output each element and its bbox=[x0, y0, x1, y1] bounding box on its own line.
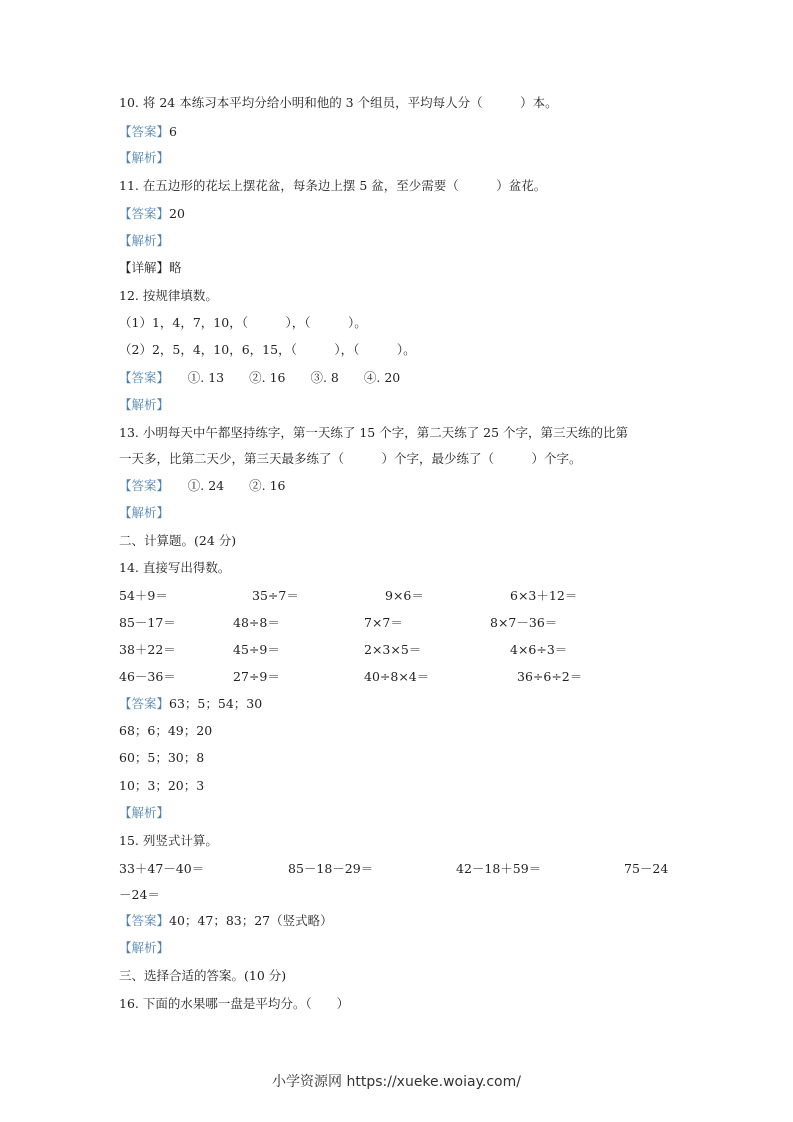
section-3-heading: 三、选择合适的答案。(10 分) bbox=[119, 968, 287, 983]
calc-item: 2×3×5＝ bbox=[364, 642, 422, 657]
answer-14-line: 60；5；30；8 bbox=[119, 750, 205, 765]
analysis-tag: 【解析】 bbox=[119, 505, 170, 520]
answer-11 bbox=[119, 206, 185, 222]
detail-11 bbox=[119, 260, 182, 276]
analysis-tag: 【解析】 bbox=[119, 805, 170, 820]
calc-item-cont: －24＝ bbox=[119, 887, 160, 902]
calc-item: 33＋47－40＝ bbox=[119, 861, 205, 876]
calc-item: 9×6＝ bbox=[385, 588, 424, 603]
question-11: 11. 在五边形的花坛上摆花盆，每条边上摆 5 盆，至少需要（ ）盆花。 bbox=[119, 178, 547, 193]
detail-value: 略 bbox=[169, 260, 182, 275]
analysis-tag: 【解析】 bbox=[119, 397, 170, 412]
calc-item: 85－17＝ bbox=[119, 615, 176, 630]
question-15: 15. 列竖式计算。 bbox=[119, 833, 218, 848]
answer-tag: 【答案】 bbox=[119, 696, 170, 711]
answer-14 bbox=[119, 696, 262, 712]
analysis-tag: 【解析】 bbox=[119, 940, 170, 955]
calc-item: 7×7＝ bbox=[364, 615, 403, 630]
answer-value: ①. 24 ②. 16 bbox=[162, 478, 286, 493]
answer-tag: 【答案】 bbox=[119, 206, 170, 221]
calc-item: 42－18＋59＝ bbox=[456, 861, 542, 876]
calc-item: 85－18－29＝ bbox=[288, 861, 374, 876]
answer-tag: 【答案】 bbox=[119, 478, 163, 493]
answer-14-line: 68；6；49；20 bbox=[119, 723, 213, 738]
calc-item: 48÷8＝ bbox=[233, 615, 280, 630]
calc-item: 6×3＋12＝ bbox=[510, 588, 578, 603]
section-2-heading: 二、计算题。(24 分) bbox=[119, 533, 237, 548]
answer-value: 63；5；54；30 bbox=[169, 696, 263, 711]
answer-tag: 【答案】 bbox=[119, 370, 163, 385]
calc-item: 4×6÷3＝ bbox=[510, 642, 568, 657]
calc-item: 38＋22＝ bbox=[119, 642, 176, 657]
calc-item: 45÷9＝ bbox=[233, 642, 280, 657]
calc-item: 40÷8×4＝ bbox=[364, 669, 430, 684]
question-12-sub2: （2）2，5，4，10，6，15，（ ），（ ）。 bbox=[119, 342, 416, 357]
calc-item: 54＋9＝ bbox=[119, 588, 168, 603]
calc-item: 8×7－36＝ bbox=[490, 615, 558, 630]
answer-value: 20 bbox=[169, 206, 185, 221]
answer-14-line: 10；3；20；3 bbox=[119, 778, 205, 793]
answer-13 bbox=[119, 478, 285, 494]
calc-item: 35÷7＝ bbox=[252, 588, 299, 603]
analysis-tag: 【解析】 bbox=[119, 150, 170, 165]
answer-value: ①. 13 ②. 16 ③. 8 ④. 20 bbox=[162, 370, 401, 385]
question-14: 14. 直接写出得数。 bbox=[119, 560, 231, 575]
question-12: 12. 按规律填数。 bbox=[119, 288, 218, 303]
detail-tag: 【详解】 bbox=[119, 260, 170, 275]
analysis-tag: 【解析】 bbox=[119, 233, 170, 248]
footer-watermark: 小学资源网 https://xueke.woiay.com/ bbox=[272, 1074, 521, 1090]
calc-item: 27÷9＝ bbox=[233, 669, 280, 684]
answer-12 bbox=[119, 370, 400, 386]
answer-value: 6 bbox=[169, 124, 177, 139]
question-13-line1: 13. 小明每天中午都坚持练字，第一天练了 15 个字，第二天练了 25 个字，第三天练的比第 bbox=[119, 425, 629, 440]
answer-tag: 【答案】 bbox=[119, 913, 170, 928]
answer-tag: 【答案】 bbox=[119, 124, 170, 139]
question-12-sub1: （1）1，4，7，10，（ ），（ ）。 bbox=[119, 315, 367, 330]
answer-15 bbox=[119, 913, 333, 929]
calc-item: 36÷6÷2＝ bbox=[517, 669, 583, 684]
calc-item: 75－24 bbox=[624, 861, 669, 876]
question-13-line2: 一天多，比第二天少，第三天最多练了（ ）个字，最少练了（ ）个字。 bbox=[119, 451, 582, 466]
answer-10 bbox=[119, 124, 177, 140]
question-16: 16. 下面的水果哪一盘是平均分。（ ） bbox=[119, 996, 350, 1011]
question-10: 10. 将 24 本练习本平均分给小明和他的 3 个组员，平均每人分（ ）本。 bbox=[119, 95, 558, 110]
calc-item: 46－36＝ bbox=[119, 669, 176, 684]
answer-value: 40；47；83；27（竖式略） bbox=[169, 913, 333, 928]
